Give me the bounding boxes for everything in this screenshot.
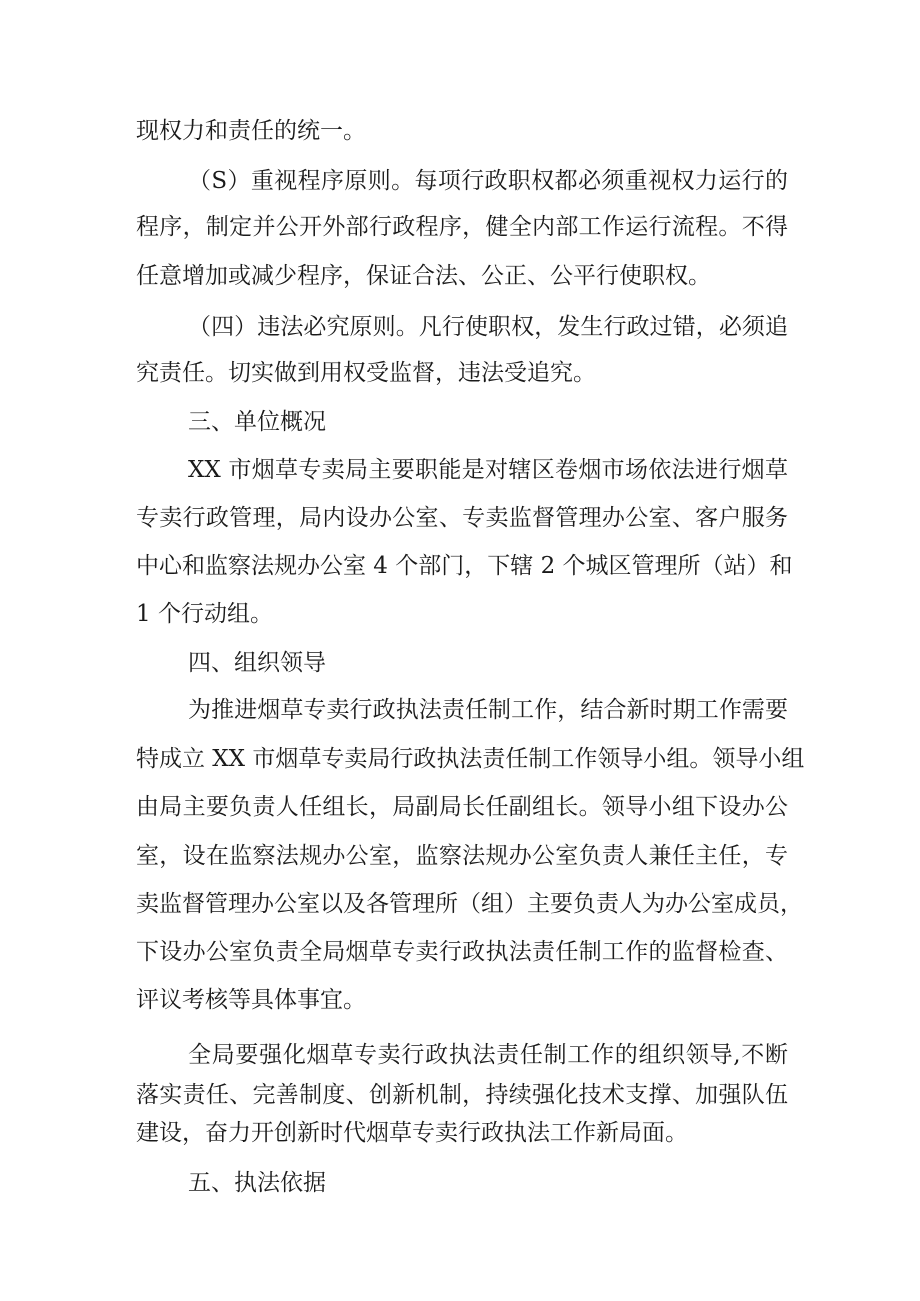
text-line: （四）违法必究原则。凡行使职权，发生行政过错，必须追	[188, 314, 788, 340]
text-line: 现权力和责任的统一。	[136, 118, 366, 144]
text-line: 中心和监察法规办公室 4 个部门，下辖 2 个城区管理所（站）和	[136, 553, 793, 579]
text-line: 专卖行政管理，局内设办公室、专卖监督管理办公室、客户服务	[136, 505, 788, 531]
text-line: 究责任。切实做到用权受监督，违法受追究。	[136, 360, 596, 386]
text-line: 评议考核等具体事宜。	[136, 987, 366, 1013]
text-line: 程序，制定并公开外部行政程序，健全内部工作运行流程。不得	[136, 214, 788, 240]
section-heading: 四、组织领导	[188, 650, 326, 676]
text-line: 全局要强化烟草专卖行政执法责任制工作的组织领导,不断	[188, 1042, 788, 1068]
section-heading: 五、执法依据	[188, 1170, 326, 1196]
text-line: 任意增加或减少程序，保证合法、公正、公平行使职权。	[136, 263, 711, 289]
text-line: 卖监督管理办公室以及各管理所（组）主要负责人为办公室成员，	[136, 891, 803, 917]
text-line: 为推进烟草专卖行政执法责任制工作，结合新时期工作需要	[188, 697, 788, 723]
text-line: 下设办公室负责全局烟草专卖行政执法责任制工作的监督检查、	[136, 939, 788, 965]
text-line: XX 市烟草专卖局主要职能是对辖区卷烟市场依法进行烟草	[188, 457, 788, 483]
text-line: 1 个行动组。	[136, 601, 273, 627]
text-line: 室，设在监察法规办公室，监察法规办公室负责人兼任主任，专	[136, 843, 788, 869]
text-line: （S）重视程序原则。每项行政职权都必须重视权力运行的	[188, 168, 788, 194]
text-line: 落实责任、完善制度、创新机制，持续强化技术支撑、加强队伍	[136, 1082, 788, 1108]
text-line: 由局主要负责人任组长，局副局长任副组长。领导小组下设办公	[136, 794, 788, 820]
text-line: 建设，奋力开创新时代烟草专卖行政执法工作新局面。	[136, 1120, 688, 1146]
text-line: 特成立 XX 市烟草专卖局行政执法责任制工作领导小组。领导小组	[136, 746, 805, 772]
section-heading: 三、单位概况	[188, 409, 326, 435]
